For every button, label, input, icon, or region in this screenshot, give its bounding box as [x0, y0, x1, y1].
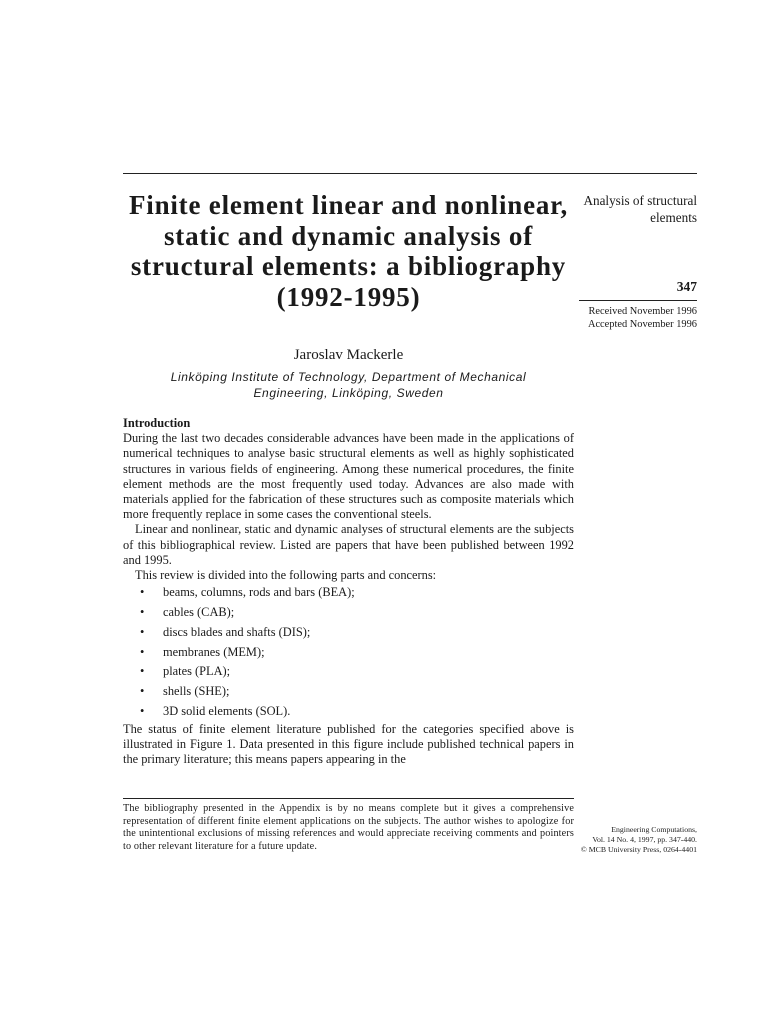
affiliation-line: Engineering, Linköping, Sweden [253, 386, 444, 400]
page-number: 347 [676, 279, 697, 294]
list-item [123, 662, 574, 682]
list-item [123, 623, 574, 643]
list-item [123, 702, 574, 722]
body-paragraph: During the last two decades considerable advances have been made in the applications of numerical techniques to analyse basic structural elements as well as highly sophisticated structures in various fields of engineering. Among these numerical procedures, the finite element methods are the most frequently used today. Advances are also made with materials applied for the fabrication of these structures such as composite materials which more frequently replace in some cases the conventional steels. [123, 431, 574, 522]
list-item [123, 643, 574, 663]
bullet: • [140, 605, 145, 620]
journal-name: Engineering Computations, [611, 825, 697, 834]
list-item-text: cables (CAB); [163, 605, 235, 620]
list-item [123, 682, 574, 702]
bullet: • [140, 704, 145, 719]
section-label: Analysis of structural elements [583, 193, 697, 225]
bullet: • [140, 664, 145, 679]
body-paragraph: The status of finite element literature published for the categories specified above is illustrated in Figure 1. Data presented in this figure include published technical papers in the primary literature; this means papers appearing in the [123, 721, 574, 767]
section-heading: Introduction [123, 416, 191, 430]
list-item [123, 583, 574, 603]
received-date: Received November 1996 [588, 306, 697, 317]
top-rule [123, 173, 697, 174]
affiliation-line: Linköping Institute of Technology, Department of Mechanical [170, 370, 527, 384]
footnote: The bibliography presented in the Appendix is by no means complete but it gives a comprehensive representation of different finite element applications on the subjects. The author wishes to apologize for the unintentional exclusions of missing references and would appreciate receiving comments and pointers to other relevant literature for a future update. [123, 803, 574, 852]
list-item-text: beams, columns, rods and bars (BEA); [163, 585, 355, 600]
author-name: Jaroslav Mackerle [293, 347, 404, 363]
category-list [123, 583, 574, 722]
bullet: • [140, 644, 145, 659]
introduction-section [123, 416, 574, 767]
bullet: • [140, 585, 145, 600]
body-paragraph: Linear and nonlinear, static and dynamic analyses of structural elements are the subjects of this bibliographical review. Listed are papers that have been published between 1992 and 1995. [123, 522, 574, 567]
author-affiliation [123, 369, 574, 401]
side-rule [579, 300, 697, 301]
list-item [123, 603, 574, 623]
accepted-date: Accepted November 1996 [587, 318, 697, 330]
footnote-rule [123, 798, 574, 799]
list-item-text: membranes (MEM); [163, 644, 265, 659]
bullet: • [140, 684, 145, 699]
body-paragraph: This review is divided into the following parts and concerns: [135, 568, 437, 583]
list-item-text: discs blades and shafts (DIS); [163, 624, 311, 639]
submission-dates [577, 306, 697, 331]
bullet: • [140, 624, 145, 639]
list-item-text: shells (SHE); [163, 684, 230, 699]
journal-publisher: © MCB University Press, 0264-4401 [580, 844, 697, 854]
journal-volume: Vol. 14 No. 4, 1997, pp. 347-440. [592, 834, 697, 844]
article-title: Finite element linear and nonlinear, static and dynamic analysis of structural elements: a bibliography (1992-1995) [128, 190, 569, 312]
list-item-text: 3D solid elements (SOL). [163, 704, 291, 719]
journal-citation [577, 825, 697, 854]
list-item-text: plates (PLA); [163, 664, 231, 679]
